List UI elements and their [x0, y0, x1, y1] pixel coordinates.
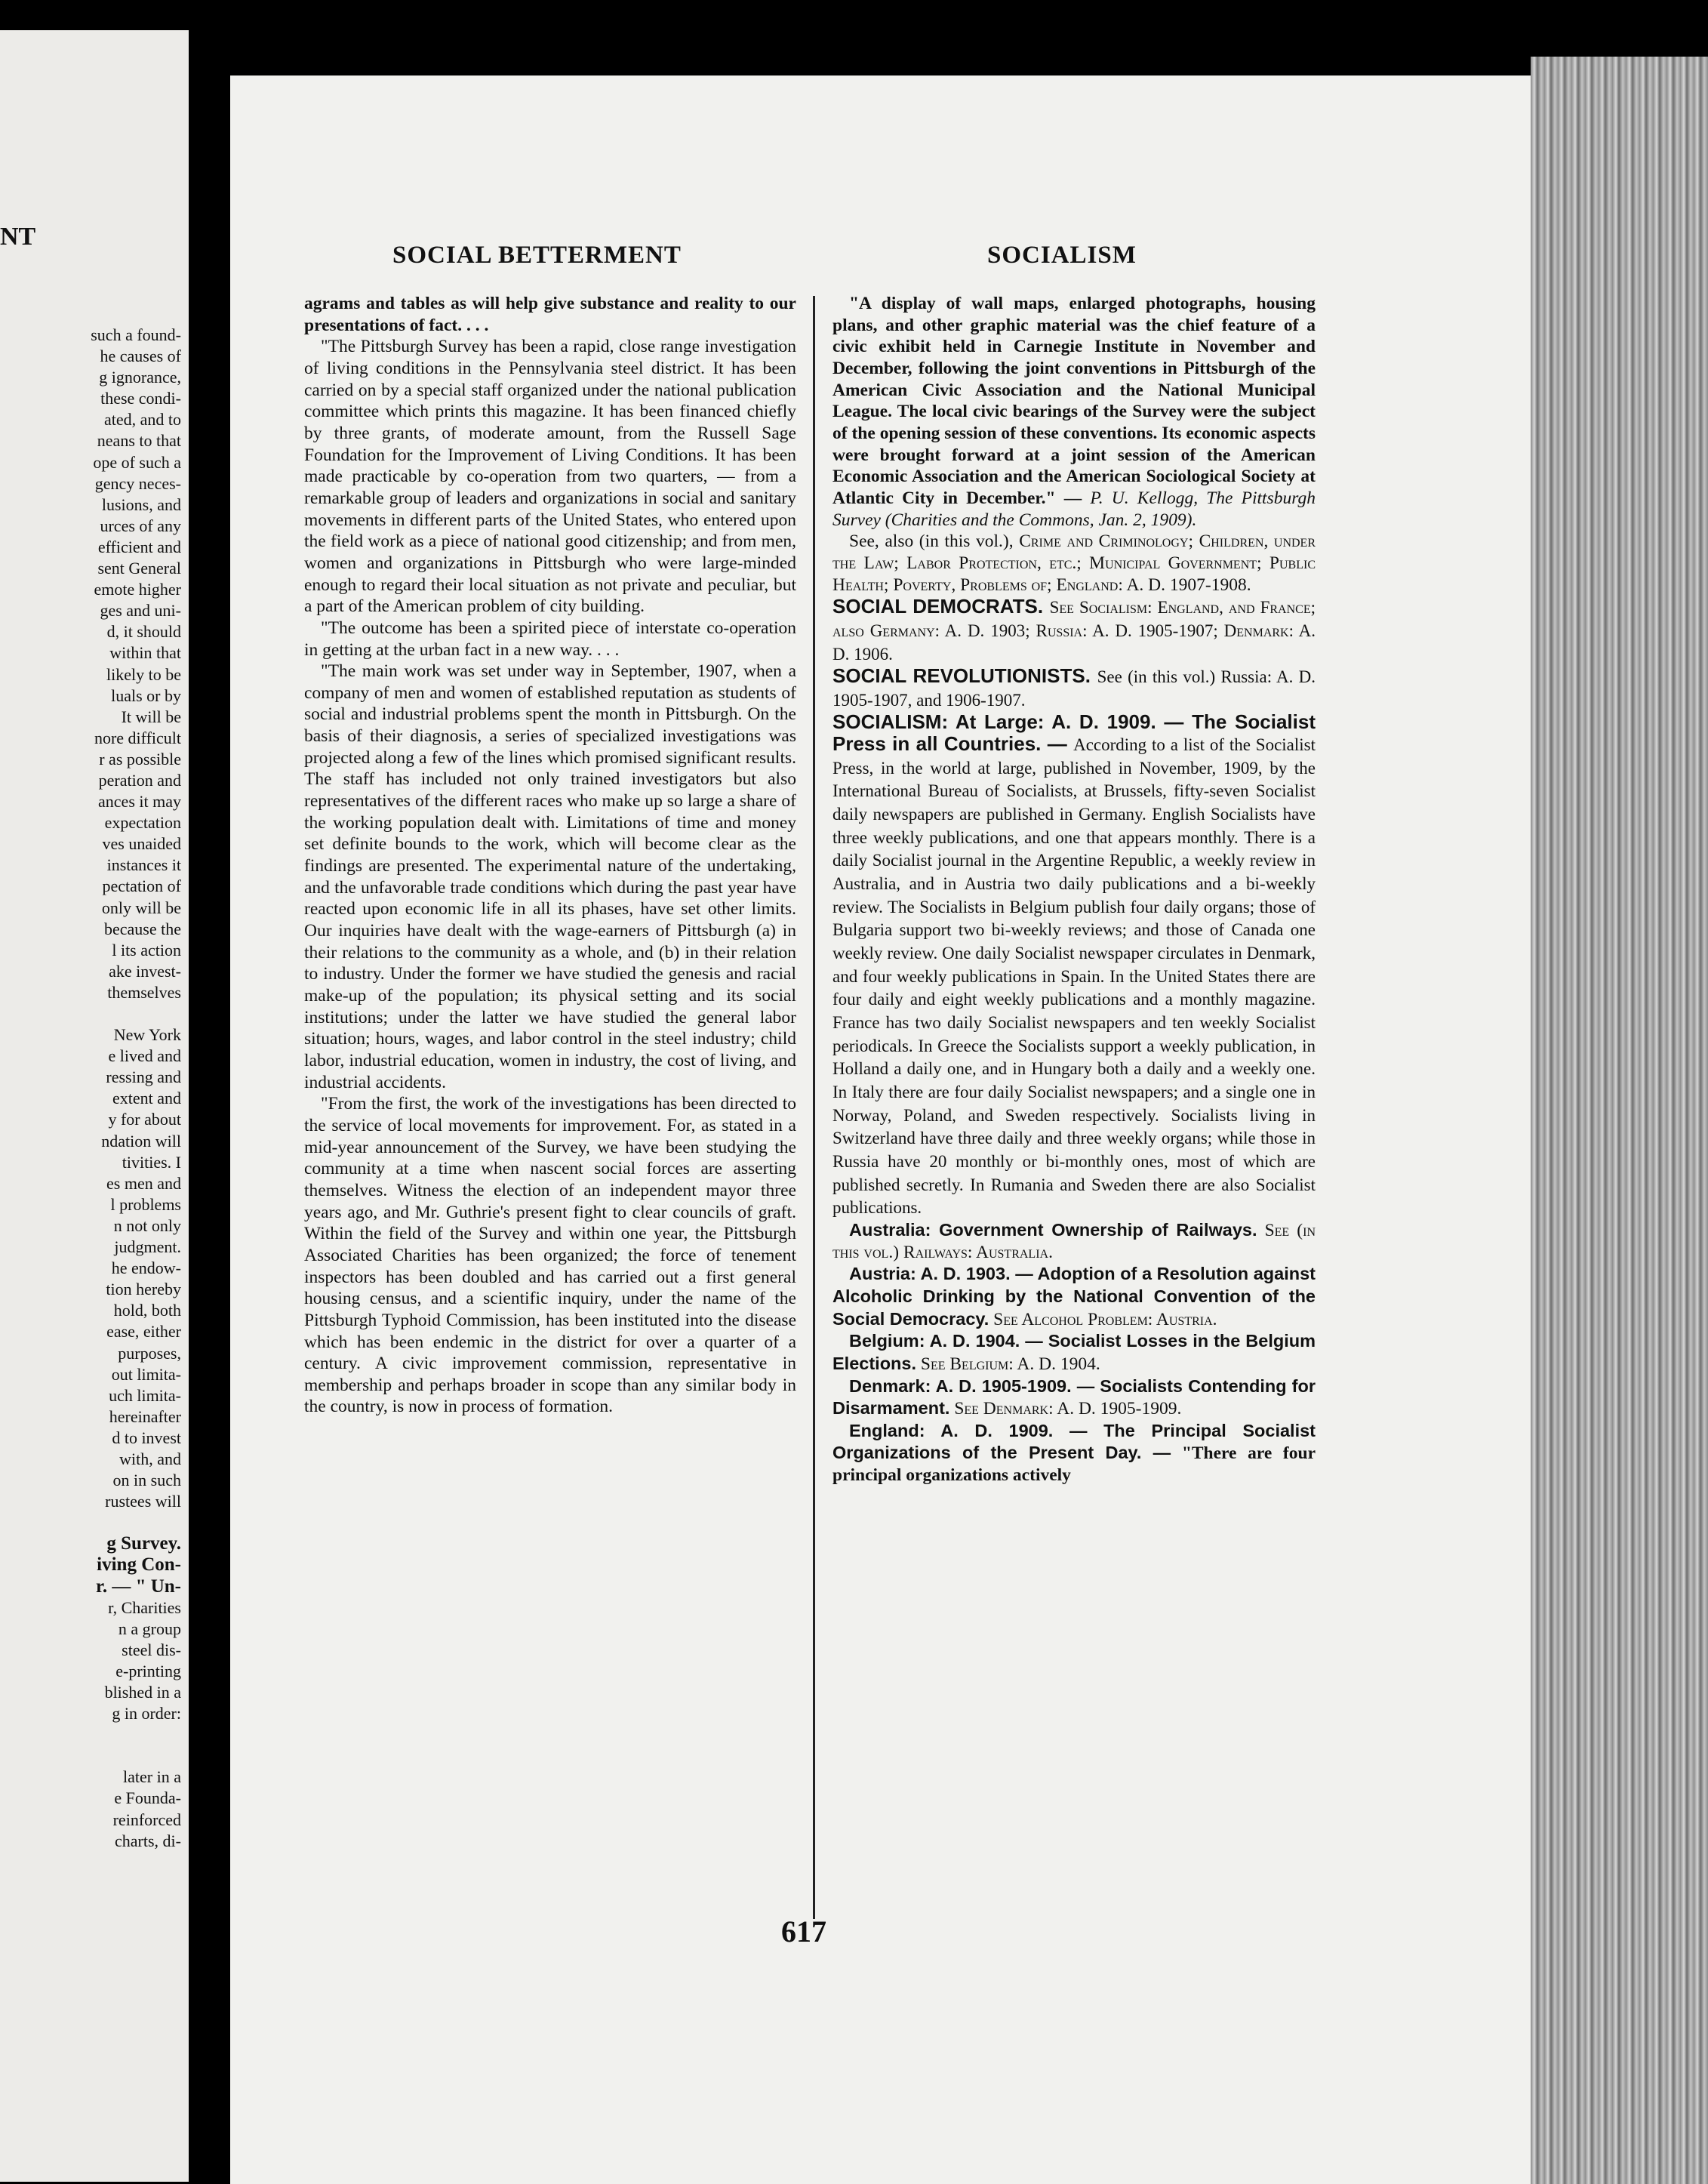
facing-page-line: ances it may — [98, 792, 181, 812]
facing-page-line: instances it — [106, 855, 181, 875]
facing-page-line: ressing and — [106, 1067, 181, 1087]
facing-page-line: he causes of — [100, 347, 181, 366]
book-gutter — [189, 0, 230, 2184]
facing-page-line: g ignorance, — [99, 368, 181, 387]
facing-page-line: ope of such a — [93, 452, 181, 472]
entry-title: SOCIAL REVOLUTIONISTS. — [832, 664, 1091, 688]
entry-title: SOCIALISM: At Large: A. D. 1909. — The Socialist Press in all Countries. — — [832, 710, 1316, 756]
paragraph-text: "A display of wall maps, enlarged photographs, housing plans, and other graphic material was the chief feature of a civic exhibit held in Carnegie Institute in November and December, following the joint conventions in Pittsburgh of the American Civic Association and the National Municipal League. The local civic bearings of the Survey were the subject of the opening session of these conventions. Its economic aspects were brought forward at a joint session of the American Economic Association and the American Sociological Society at Atlantic City in December." — — [832, 294, 1316, 508]
entry-social-revolutionists — [832, 665, 1316, 711]
subentry-belgium — [832, 1330, 1316, 1375]
citation: P. U. Kellogg, The Pittsburgh Survey (Charities and the Commons, Jan. 2, 1909). — [832, 488, 1316, 530]
running-header-left: SOCIAL BETTERMENT — [392, 242, 682, 269]
facing-page-line: e lived and — [108, 1046, 181, 1066]
paragraph: "The outcome has been a spirited piece of interstate co-operation in getting at the urban fact in a new way. . . . — [304, 618, 796, 660]
paragraph — [304, 1093, 796, 1418]
entry-social-democrats — [832, 596, 1316, 665]
facing-page-header: NT — [0, 223, 36, 251]
facing-page-line: steel dis- — [122, 1640, 181, 1659]
facing-page-text-column — [0, 325, 181, 1852]
facing-page-line — [0, 1745, 181, 1767]
subentry-title: Australia: Government Ownership of Railways. — [849, 1219, 1257, 1240]
facing-page-line: blished in a — [104, 1683, 181, 1702]
page-number: 617 — [781, 1914, 826, 1948]
see-also-lead: See, also (in this vol.), — [849, 531, 1014, 552]
facing-page-line: ake invest- — [109, 961, 181, 981]
subentry-denmark — [832, 1375, 1316, 1420]
facing-page-line: r, Charities — [108, 1597, 181, 1617]
facing-page-line: e-printing — [115, 1661, 181, 1680]
entry-text: According to a list of the Socialist Press, in the world at large, published in November, 1909, by the International Bureau of Socialists, at Brussels, fifty-seven Socialist daily newspapers are published in Germany. English Socialists have three weekly publications, and one that appears monthly. There is a daily Socialist journal in the Argentine Republic, a weekly review in Australia, and in Austria two daily publications and a bi-weekly review. The Socialists in Belgium publish four daily organs; those of Bulgaria support two bi-weekly reviews; and those of Canada one weekly review. One daily Socialist newspaper circulates in Denmark, and four weekly publications in Spain. In the United States there are four daily and eight weekly publications and a monthly magazine. France has two daily Socialist newspapers and ten weekly Socialist periodicals. In Greece the Socialists support a weekly publication, in Holland a daily one, and in Hungary both a daily and a weekly one. In Italy there are four daily Socialist newspapers; and a single one in Norway, Poland, and Sweden respectively. Socialists living in Switzerland have three daily and three weekly organs; while those in Russia have 20 monthly or bi-monthly ones, most of which are published secretly. In Rumania and Sweden there are also Socialist publications. — [832, 735, 1316, 1218]
paragraph: "The Pittsburgh Survey has been a rapid, close range investigation of living conditions in the Pennsylvania steel district. It has been carried on by a special staff organized under the national publication committee which prints this magazine. It has been financed chiefly by three grants, of moderate amount, from the Russell Sage Foundation for the Improvement of Living Conditions. It has been made practicable by co-operation from two quarters, — from a remarkable group of leaders and organizations in social and sanitary movements in different parts of the United States, who entered upon the field work as a piece of national good citizenship; and from men, women and organizations in Pittsburgh who were large-minded enough to regard their local situation as not private and peculiar, but a part of the American problem of city building. — [304, 337, 796, 617]
paragraph: "The main work was set under way in September, 1907, when a company of men and women of established reputation as students of social and industrial problems spent the month in Pittsburgh. On the basis of their diagnosis, a series of specialized investigations was projected along a few of the lines which promised significant results. The staff has included not only trained investigators but also representatives of the different races who make up so large a share of the working population dealt with. Limitations of time and money set definite bounds to the work, which will become clear as the findings are presented. The experimental nature of the undertaking, and the unfavorable trade conditions which during the past year have reacted upon economic life in all its phases, have set other limits. Our inquiries have dealt with the wage-earners of Pittsburgh (a) in their relations to the community as a whole, and (b) in their relation to industry. Under the former we have studied the genesis and racial make-up of the population; its physical setting and its social institutions; under the latter we have studied the general labor situation; hours, wages, and labor control in the steel industry; child labor, industrial education, women in industry, the cost of living, and industrial accidents. — [304, 661, 796, 1092]
facing-page-line: g Survey. — [106, 1533, 181, 1554]
facing-page-line: nore difficult — [94, 728, 181, 747]
facing-page-line: likely to be — [106, 664, 181, 684]
subentry-title: Belgium: A. D. 1904. — Socialist Losses in the Belgium Elections. — [832, 1331, 1316, 1373]
paragraph-text: "From the first, the work of the investigations has been directed to the service of local movements for improvement. For, as stated in a mid-year announcement of the Survey, we have been studying the community at a time when nascent social forces are asserting themselves. Witness the election of an independent mayor three years ago, and Mr. Guthrie's present fight to clear councils of graft. Within the field of the Survey and within one year, the Pittsburgh Associated Charities has been organized; the force of tenement inspectors has been doubled and has carried out a first general housing census, and a scientific inquiry, under the name of the Pittsburgh Typhoid Commission, has been instituted into the disease which has been endemic in the district for over a quarter of a century. — [304, 1094, 796, 1374]
paragraph — [832, 293, 1316, 531]
facing-page-line: such a found- — [91, 325, 181, 344]
facing-page-line: d, it should — [106, 622, 181, 642]
paragraph-text: A civic improvement commission, representative in membership and perhaps broader in scope than any similar body in the country, is now in process of formation. — [304, 1354, 796, 1417]
facing-page-line: within that — [109, 643, 181, 663]
facing-page-line: out limita- — [111, 1364, 181, 1384]
entry-socialism — [832, 711, 1316, 1218]
subentry-austria — [832, 1263, 1316, 1330]
facing-page-line: lusions, and — [101, 494, 181, 514]
text-column-right — [832, 293, 1316, 1486]
facing-page-line: New York — [113, 1025, 181, 1045]
facing-page-line: purposes, — [118, 1343, 181, 1363]
facing-page-line: reinforced — [112, 1810, 181, 1829]
facing-page-line: r. — " Un- — [96, 1576, 181, 1597]
facing-page-line: hereinafter — [109, 1406, 181, 1426]
text-column-left — [304, 293, 796, 1418]
facing-page-line: ges and uni- — [100, 601, 181, 621]
facing-page-line: with, and — [119, 1449, 181, 1468]
subentry-title: Austria: A. D. 1903. — Adoption of a Resolution against Alcoholic Drinking by the National Convention of the Social Democracy. — [832, 1264, 1316, 1329]
facing-page-line — [0, 1003, 181, 1024]
subentry-text: See (in this vol.) Railways: Australia. — [832, 1220, 1316, 1262]
subentry-text: See Denmark: A. D. 1905-1909. — [954, 1399, 1182, 1419]
subentry-australia — [832, 1219, 1316, 1263]
facing-page-line — [0, 1724, 181, 1745]
facing-page-line: emote higher — [94, 580, 181, 599]
subentry-title: England: A. D. 1909. — The Principal Socialist Organizations of the Present Day. — — [832, 1420, 1316, 1463]
facing-page-line: l problems — [110, 1194, 181, 1214]
facing-page-line: extent and — [112, 1089, 181, 1108]
facing-page-line: g in order: — [112, 1704, 181, 1723]
facing-page-line: l its action — [112, 940, 181, 960]
facing-page-line: pectation of — [102, 876, 181, 896]
facing-page-line: he endow- — [111, 1258, 181, 1278]
running-header-right: SOCIALISM — [987, 242, 1137, 269]
facing-page-line: tion hereby — [106, 1280, 181, 1299]
facing-page-line: r as possible — [99, 749, 181, 769]
paragraph: agrams and tables as will help give substance and reality to our presentations of fact. . . . — [304, 294, 796, 335]
facing-page-line: es men and — [106, 1173, 181, 1193]
facing-page-line: luals or by — [111, 685, 181, 705]
facing-page-line — [0, 1512, 181, 1533]
facing-page-line: judgment. — [114, 1237, 181, 1257]
facing-page-line: hold, both — [113, 1301, 181, 1320]
facing-page-line: d to invest — [112, 1428, 181, 1447]
facing-page-line: charts, di- — [115, 1831, 181, 1850]
facing-page-line: n a group — [118, 1619, 181, 1638]
facing-page-line: ves unaided — [102, 834, 181, 854]
facing-page-line: gency neces- — [94, 473, 181, 493]
facing-page-line: iving Con- — [97, 1554, 181, 1576]
subentry-text: "There are four principal organizations actively — [832, 1443, 1316, 1486]
facing-page-line: because the — [104, 919, 181, 938]
subentry-title: Denmark: A. D. 1905-1909. — Socialists Contending for Disarmament. — [832, 1375, 1316, 1419]
facing-page-line: peration and — [98, 770, 181, 790]
facing-page-line: efficient and — [97, 537, 181, 556]
facing-page-line: ease, either — [106, 1322, 181, 1342]
facing-page-line: rustees will — [105, 1492, 181, 1511]
subentry-england — [832, 1420, 1316, 1486]
facing-page-line: It will be — [121, 707, 181, 726]
entry-text: See (in this vol.) Russia: A. D. 1905-1907, and 1906-1907. — [832, 667, 1316, 710]
facing-page-line: tivities. I — [122, 1152, 181, 1172]
facing-page-line: n not only — [113, 1215, 181, 1235]
facing-page-line: urces of any — [100, 516, 181, 535]
facing-page-line: expectation — [104, 813, 181, 833]
facing-page-line: e Founda- — [114, 1788, 181, 1808]
see-also — [832, 531, 1316, 596]
entry-title: SOCIAL DEMOCRATS. — [832, 595, 1044, 618]
facing-page-line: ndation will — [101, 1131, 181, 1151]
subentry-text: See Alcohol Problem: Austria. — [993, 1309, 1217, 1329]
book-page-edges — [1531, 57, 1708, 2184]
facing-page-line: y for about — [108, 1110, 181, 1129]
facing-page-line: uch limita- — [109, 1385, 181, 1405]
facing-page-line: only will be — [101, 898, 181, 917]
facing-page-line: neans to that — [97, 431, 181, 451]
see-also-refs: Crime and Criminology; Children, under the Law; Labor Protection, etc.; Municipal Government; Public Health; Poverty, Problems of; England: A. D. 1907-1908. — [832, 531, 1316, 595]
facing-page-line: sent General — [97, 559, 181, 578]
facing-page-line: themselves — [107, 982, 181, 1002]
facing-page-line: ated, and to — [103, 410, 181, 430]
facing-page-left — [0, 30, 189, 2182]
column-divider — [813, 296, 815, 1919]
subentry-text: See Belgium: A. D. 1904. — [920, 1354, 1100, 1374]
facing-page-line: later in a — [123, 1767, 181, 1787]
facing-page-line: on in such — [112, 1471, 181, 1490]
facing-page-line: these condi- — [100, 389, 181, 408]
entry-text: See Socialism: England, and France; also Germany: A. D. 1903; Russia: A. D. 1905-1907; Denmark: A. D. 1906. — [832, 598, 1316, 664]
